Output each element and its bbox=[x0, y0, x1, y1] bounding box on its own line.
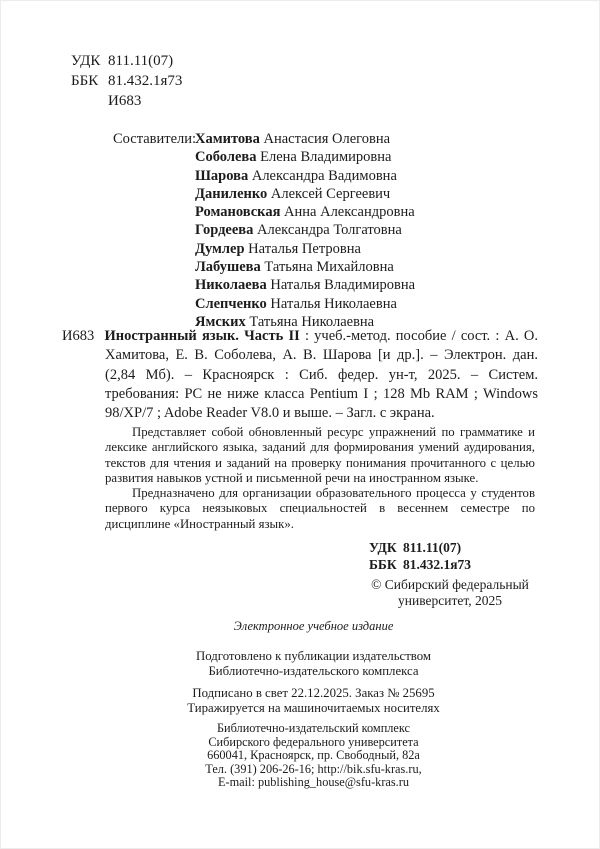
publisher-line: Библиотечно-издательского комплекса bbox=[208, 663, 419, 678]
compiler-item: Думлер Наталья Петровна bbox=[195, 240, 361, 257]
bbk-code-row bbox=[71, 71, 182, 91]
annotation-paragraph-1: Представляет собой обновленный ресурс упражнений по грамматике и лексике английского языка, заданий для формирования умений аудирования, текстов для чтения и заданий на проверку понимания прочитанного с целью развития навыков устной и письменной речи на иностранном языке. bbox=[105, 425, 535, 485]
contact-line: E-mail: publishing_house@sfu-kras.ru bbox=[218, 775, 409, 789]
compiler-item: Даниленко Алексей Сергеевич bbox=[195, 185, 391, 202]
compiler-item: Ямских Татьяна Николаевна bbox=[195, 313, 375, 330]
bbk-code-row bbox=[369, 557, 471, 574]
compilers-label: Составители: bbox=[113, 131, 197, 147]
publisher-line: Подготовлено к публикации издательством bbox=[195, 649, 432, 663]
bibliographic-entry bbox=[62, 327, 538, 423]
edition-type: Электронное учебное издание bbox=[233, 619, 394, 633]
publisher-block bbox=[90, 649, 537, 678]
compiler-item: Романовская Анна Александровна bbox=[195, 204, 415, 221]
udk-value: 811.11(07) bbox=[108, 53, 174, 69]
compiler-item: Шарова Александра Вадимовна bbox=[195, 167, 397, 184]
author-sign-row bbox=[71, 91, 182, 111]
contact-line: 660041, Красноярск, пр. Свободный, 82а bbox=[207, 748, 420, 762]
bbk-label: ББК bbox=[71, 73, 99, 89]
annotation-paragraph-2: Предназначено для организации образовательного процесса у студентов первого курса неязыковых специальностей в весеннем семестре по дисциплине «Иностранный язык». bbox=[105, 486, 535, 531]
contact-line: Сибирского федерального университета bbox=[208, 734, 419, 749]
classification-codes-top bbox=[71, 51, 182, 111]
annotation-block bbox=[105, 425, 535, 532]
bibliographic-description: : учеб.-метод. пособие / сост. : А. О. Хамитова, Е. В. Соболева, А. В. Шарова [и др.]. – Электрон. дан. (2,84 Мб). – Красноярск : Сиб. федер. ун-т, 2025. – Систем. требования: PC не ниже класса Pentium I ; 128 Mb RAM ; Windows 98/XP/7 ; Adobe Reader V8.0 и выше. – Загл. с экрана. bbox=[105, 328, 538, 422]
author-sign: И683 bbox=[62, 328, 95, 344]
bibliographic-paragraph bbox=[62, 327, 538, 423]
udk-label: УДК bbox=[71, 53, 101, 69]
bbk-value: 81.432.1я73 bbox=[403, 556, 472, 572]
bbk-label: ББК bbox=[369, 556, 397, 572]
udk-value: 811.11(07) bbox=[403, 540, 462, 555]
print-info-line: Тиражируется на машиночитаемых носителях bbox=[187, 700, 440, 715]
copyright-notice bbox=[350, 577, 550, 608]
compiler-item: Слепченко Наталья Николаевна bbox=[195, 295, 397, 312]
compilers-list bbox=[195, 130, 415, 331]
print-info-block bbox=[90, 686, 537, 715]
author-sign: И683 bbox=[108, 93, 142, 109]
contact-line: Библиотечно-издательский комплекс bbox=[216, 721, 411, 735]
compilers-block bbox=[113, 130, 415, 331]
compiler-item: Николаева Наталья Владимировна bbox=[195, 277, 416, 294]
book-title: Иностранный язык. Часть II bbox=[104, 328, 300, 344]
copyright-line: университет, 2025 bbox=[398, 592, 502, 608]
print-info-line: Подписано в свет 22.12.2025. Заказ № 25695 bbox=[192, 686, 435, 700]
classification-codes-bottom bbox=[369, 540, 471, 573]
udk-label: УДК bbox=[369, 540, 397, 555]
compiler-item: Гордеева Александра Толгатовна bbox=[195, 222, 402, 239]
bbk-value: 81.432.1я73 bbox=[108, 73, 183, 89]
copyright-line: © Сибирский федеральный bbox=[371, 577, 529, 592]
udk-code-row bbox=[369, 540, 471, 557]
udk-code-row bbox=[71, 51, 182, 71]
publisher-contacts-block bbox=[90, 722, 537, 790]
compiler-item: Хамитова Анастасия Олеговна bbox=[195, 131, 391, 147]
contact-line: Тел. (391) 206-26-16; http://bik.sfu-kras.ru, bbox=[205, 761, 422, 776]
author-sign-spacer bbox=[71, 91, 108, 111]
compiler-item: Лабушева Татьяна Михайловна bbox=[195, 259, 394, 276]
compiler-item: Соболева Елена Владимировна bbox=[195, 149, 392, 166]
